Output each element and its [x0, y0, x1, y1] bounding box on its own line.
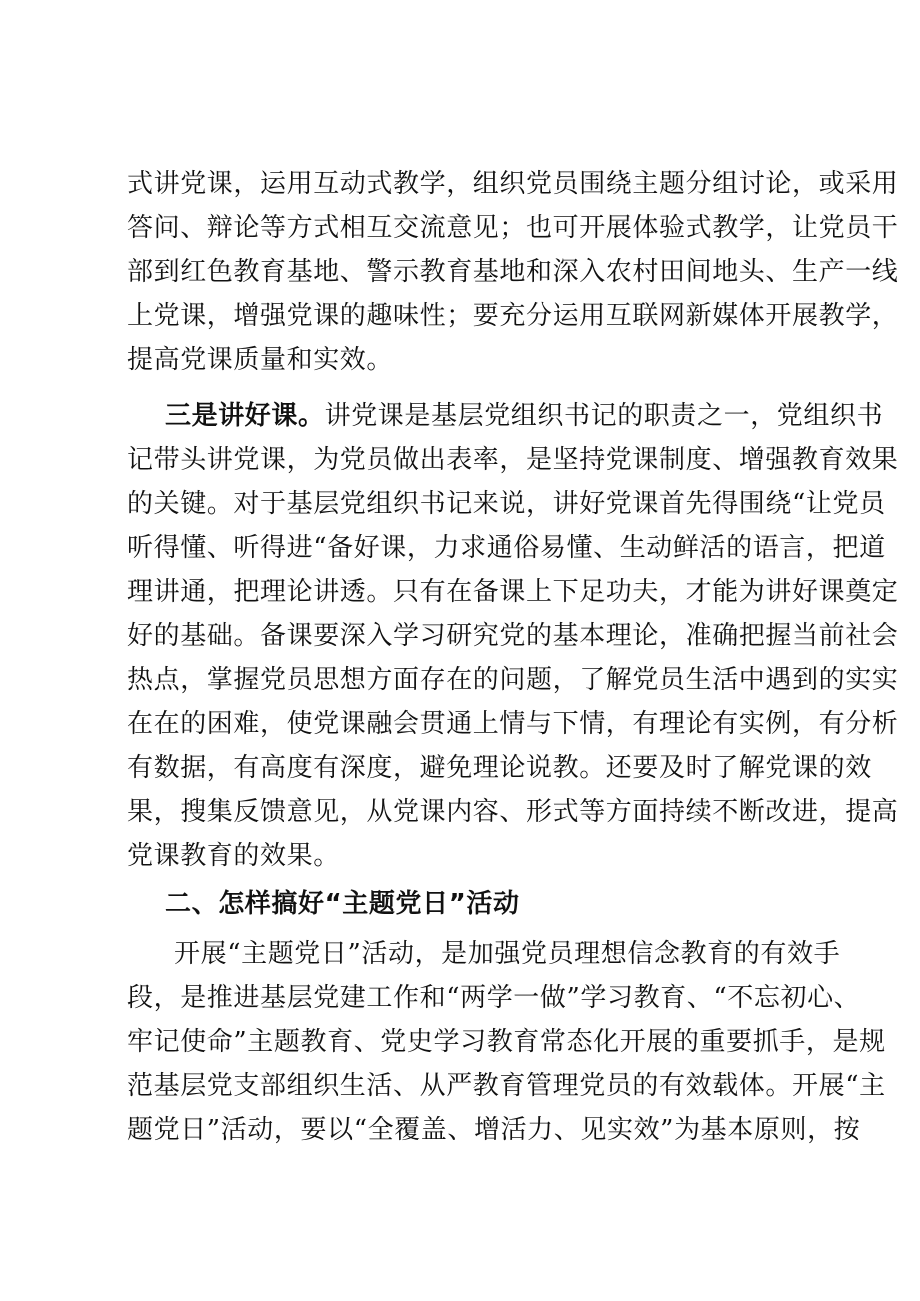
paragraph-2-line-5: 理讲通，把理论讲透。只有在备课上下足功夫，才能为讲好课奠定: [127, 577, 899, 607]
paragraph-1-line-5: 提高党课质量和实效。: [127, 345, 394, 375]
paragraph-2-line-3: 的关键。对于基层党组织书记来说，讲好党课首先得围绕“让党员: [127, 489, 886, 519]
paragraph-3-line-3: 牢记使命”主题教育、党史学习教育常态化开展的重要抓手，是规: [127, 1027, 886, 1057]
section-heading: 二、怎样搞好“主题党日”活动: [165, 889, 520, 919]
paragraph-1-line-4: 上党课，增强党课的趣味性；要充分运用互联网新媒体开展教学，: [127, 301, 899, 331]
paragraph-1-line-2: 答问、辩论等方式相互交流意见；也可开展体验式教学，让党员干: [127, 213, 899, 243]
paragraph-3-line-1: 开展“主题党日”活动，是加强党员理想信念教育的有效手: [174, 939, 841, 969]
paragraph-2-line-7: 热点，掌握党员思想方面存在的问题，了解党员生活中遇到的实实: [127, 665, 899, 695]
paragraph-2-line-1-rest: 讲党课是基层党组织书记的职责之一，党组织书: [324, 401, 884, 431]
paragraph-2-line-1: [165, 398, 884, 434]
paragraph-2-line-4: 听得懂、听得进“备好课，力求通俗易懂、生动鲜活的语言，把道: [127, 533, 886, 563]
paragraph-2-line-9: 有数据，有高度有深度，避免理论说教。还要及时了解党课的效: [127, 753, 872, 783]
paragraph-2-line-11: 党课教育的效果。: [127, 841, 340, 871]
paragraph-1-line-1: 式讲党课，运用互动式教学，组织党员围绕主题分组讨论，或采用: [127, 169, 899, 199]
paragraph-2-line-10: 果，搜集反馈意见，从党课内容、形式等方面持续不断改进，提高: [127, 797, 899, 827]
paragraph-2-line-8: 在在的困难，使党课融会贯通上情与下情，有理论有实例，有分析: [127, 709, 899, 739]
paragraph-3-line-4: 范基层党支部组织生活、从严教育管理党员的有效载体。开展“主: [127, 1071, 886, 1101]
paragraph-3-line-2: 段，是推进基层党建工作和“两学一做”学习教育、“不忘初心、: [127, 983, 861, 1013]
paragraph-1-line-3: 部到红色教育基地、警示教育基地和深入农村田间地头、生产一线: [127, 257, 899, 287]
paragraph-2-line-6: 好的基础。备课要深入学习研究党的基本理论，准确把握当前社会: [127, 621, 899, 651]
paragraph-2-line-2: 记带头讲党课，为党员做出表率，是坚持党课制度、增强教育效果: [127, 445, 899, 475]
paragraph-2-lead: 三是讲好课。: [165, 401, 325, 431]
paragraph-3-line-5: 题党日”活动，要以“全覆盖、增活力、见实效”为基本原则，按: [127, 1115, 861, 1145]
